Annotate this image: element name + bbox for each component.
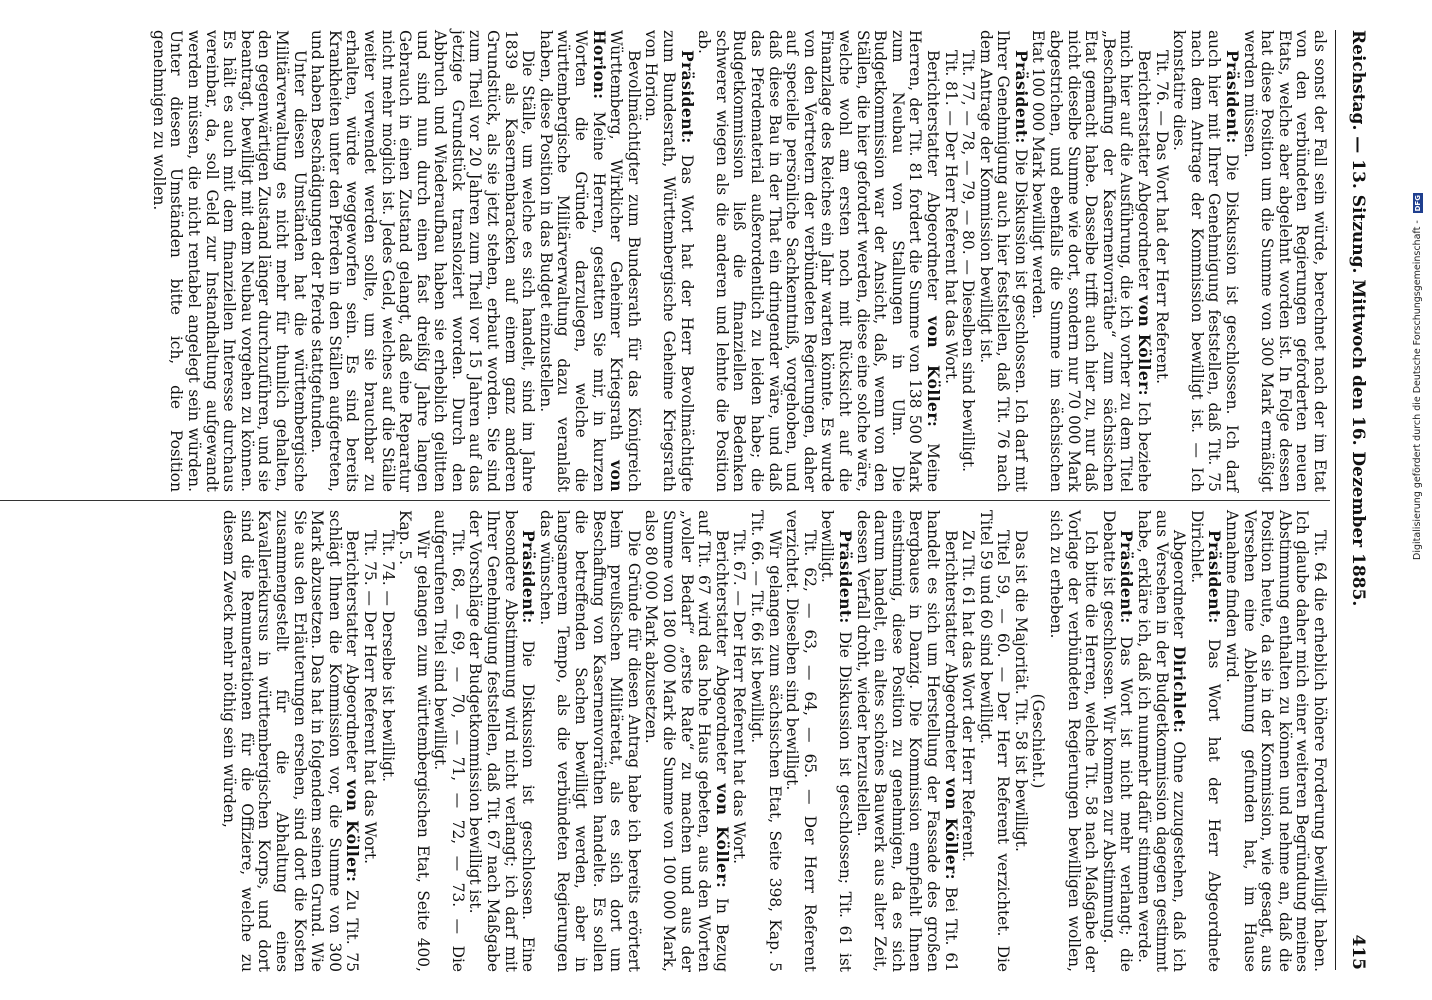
- speech-text: Meine Herren, der Tit. 81 fordert die Summe von 138 500 Mark zum Neubau von Stallungen in Ulm. Die Budgetkommission war der Ansicht, daß, wenn von den Ställen, die hier gefordert werden, diese eine solche wäre, welche wohl am ersten noch mit Rücksicht auf die Finanzlage des Reiches ein Jahr warten könnte. Es wurde von den Vertretern der verbündeten Regierungen, daher auf specielle persönliche Sachkenntniß, vorgehoben, und daß diese Bau in der That ein dringender wäre, und daß das Pferdematerial außerordentlich zu leiden habe; die Budgetkommission ließ die finanziellen Bedenken schwerer wiegen als die anderen und lehnte die Position ab.: [695, 30, 942, 492]
- speaker-name: von Köller:: [343, 779, 362, 883]
- text-paragraph: Wir gelangen zum sächsischen Etat, Seite 398, Kap. 5 Tit. 66. — Tit. 66 ist bewilligt.: [748, 510, 784, 972]
- text-paragraph: Tit. 62, — 63, — 64, — 65. — Der Herr Referent verzichtet. Dieselben sind bewilligt.: [783, 510, 819, 972]
- speaker-role: Berichterstatter Abgeordneter: [343, 530, 362, 780]
- text-paragraph: Unter diesen Umständen hat die württembergische Militärverwaltung es nicht mehr für thunlich gehalten, den gegenwärtigen Zustand länger durchzuführen, und sie beantragt, bewilligt mit dem Neubau vorgehen zu können. Es hält es auch mit dem finanziellen Interesse durchaus vereinbar, da, soll Geld zur Instandhaltung aufgewandt werden müssen, die nicht rentabel angelegt sein würden. Unter diesen Umständen bitte ich, die Position genehmigen zu wollen.: [149, 30, 309, 492]
- speech-paragraph: [466, 510, 536, 972]
- speech-paragraph: [220, 510, 361, 972]
- speaker-name: Präsident:: [1117, 530, 1136, 624]
- speech-text: Die Diskussion ist geschlossen. Ich darf mit Ihrer Genehmigung auch hier feststellen, daß Tit. 76 nach dem Antrage der Kommission bewilligt ist.: [976, 30, 1030, 492]
- page-header: [1340, 30, 1374, 970]
- speech-text: Meine Herren, gestatten Sie mir, in kurzen Worten die Gründe darzulegen, welche die württembergische Militärverwaltung dazu veranlaßt haben, diese Position in das Budget einzustellen.: [536, 30, 608, 492]
- speech-text: Die Diskussion ist geschlossen. Eine besondere Abstimmung wird nicht verlangt; ich darf mit Ihrer Genehmigung feststellen, daß Tit. 67 nach Maßgabe der Vorschläge der Budgetkommission bewilligt ist.: [466, 510, 538, 972]
- credit-text: Digitalisierung gefördert durch die Deutsche Forschungsgemeinschaft -: [1412, 220, 1423, 560]
- speaker-role: Bevollmächtigter zum Bundesrath für das Königreich Württemberg, Wirklicher Geheimer Kriegsrath: [607, 30, 643, 492]
- speech-paragraph: [1099, 510, 1134, 972]
- speaker-name: Präsident:: [677, 50, 696, 144]
- speech-text: Bei Tit. 61 handelt es sich um Herstellung der Fassade des großen Bergbaues in Danzig. Die Kommission empfiehlt Ihnen einstimmig, diese Position zu genehmigen, da es sich darum handelt, ein altes schönes Bauwerk aus alter Zeit, dessen Verfall droht, wieder herzustellen.: [853, 510, 960, 972]
- column-divider: [0, 500, 1330, 501]
- text-paragraph: Tit. 81. — Der Herr Referent hat das Wort.: [941, 50, 960, 385]
- speech-paragraph: [642, 30, 695, 492]
- text-paragraph: Das ist die Majorität. Tit. 58 ist bewilligt.: [1011, 530, 1030, 852]
- speech-paragraph: [853, 510, 959, 972]
- speech-paragraph: [818, 510, 853, 972]
- speaker-role: Berichterstatter Abgeordneter: [941, 530, 960, 778]
- speech-text: Zu Tit. 75 schlägt Ihnen die Kommission vor, die Summe von 300 Mark abzusetzen. Das hat in folgendem seinen Grund. Wie Sie aus den Erläuterungen ersehen, sind dort die Kosten zusammengestellt für die Abhaltung eines Kavalleriekursus in württembergischen Korps, und dort sind die Remunerationen für die Offiziere, welche zu diesem Zweck mehr nöthig sein würden,: [220, 510, 362, 972]
- speech-paragraph: [536, 30, 642, 492]
- dfg-logo: DFG: [1413, 195, 1422, 212]
- right-column: [220, 510, 1328, 972]
- speaker-name: von Köller:: [1135, 295, 1154, 396]
- speaker-name: von Köller:: [923, 316, 942, 428]
- speaker-name: Präsident:: [1223, 50, 1242, 144]
- text-paragraph: Tit. 67. — Der Herr Referent hat das Wort.: [730, 530, 749, 865]
- text-paragraph: Tit. 74. — Derselbe ist bewilligt.: [378, 530, 397, 783]
- speech-text: Ohne zuzugestehen, daß ich aus Versehen in der Budgetkommission dagegen gestimmt habe, erkläre ich, daß ich nunmehr dafür stimmen werde.: [1135, 510, 1189, 972]
- speaker-role: Abgeordneter: [1170, 530, 1189, 647]
- running-head: Reichstag. — 13. Sitzung. Mittwoch den 16. Dezember 1885.: [1348, 30, 1368, 607]
- text-paragraph: als sonst der Fall sein würde, berechnet nach der im Etat von den verbündeten Regierungen geforderten neuen Etats, welche aber abgelehnt worden ist. In Folge dessen hat diese Position um die Summe von 300 Mark ermäßigt werden müssen.: [1240, 30, 1329, 492]
- speaker-name: von Horion:: [589, 30, 626, 492]
- text-paragraph: Ich bitte die Herren, welche Tit. 58 nach Maßgabe der Vorlage der verbündeten Regierungen bewilligen wollen, sich zu erheben.: [1047, 510, 1101, 972]
- speaker-role: Berichterstatter Abgeordneter: [923, 50, 942, 317]
- page-number: 415: [1348, 934, 1368, 970]
- speech-paragraph: [642, 510, 730, 972]
- text-paragraph: Zu Tit. 61 hat das Wort der Herr Referent.: [959, 530, 978, 862]
- left-column: [149, 30, 1328, 492]
- speaker-name: von Köller:: [941, 777, 960, 880]
- text-paragraph: Tit. 77, — 78, — 79, — 80. — Dieselben sind bewilligt.: [959, 50, 978, 473]
- speech-paragraph: [1029, 30, 1152, 492]
- text-paragraph: Die Ställe, um welche es sich handelt, sind im Jahre 1839 als Kasernenbaracken auf einem ganz anderen Grundstück, als sie jetzt stehen, erbaut worden. Sie sind zum Theil vor 20 Jahren zum Theil vor 15 Jahren auf das jetzige Grundstück transloziert worden. Durch den Abbruch und Wiederaufbau haben sie erheblich gelitten und sind nun durch einen fast dreißig Jahre langen Gebrauch in einen Zustand gelangt, daß eine Reparatur nicht mehr möglich ist. Jedes Geld, welches auf die Ställe weiter verwendet werden sollte, um sie brauchbar zu erhalten, würde weggeworfen sein. Es sind bereits Krankheiten unter den Pferden in den Ställen aufgetreten, und haben Beschädigungen der Pferde stattgefunden.: [308, 30, 538, 492]
- speech-paragraph: [976, 30, 1029, 492]
- text-paragraph: Wir gelangen zum württembergischen Etat, Seite 400, Kap. 5.: [396, 510, 432, 972]
- speaker-name: Präsident:: [1011, 50, 1030, 144]
- speech-text: Die Diskussion ist geschlossen. Ich darf auch hier mit Ihrer Genehmigung feststellen, daß Tit. 75 nach dem Antrage der Kommission bewilligt ist. — Ich konstatire dies.: [1170, 30, 1242, 492]
- text-paragraph: Tit. 64 die erheblich höhere Forderung bewilligt haben. Ich glaube daher mich einer weiteren Begründung meines Abstimmung enthalten zu können und nehme an, daß die Position heute, da sie in der Kommission, wie gesagt, aus Versehen eine Ablehnung gefunden hat, im Hause Annahme finden wird.: [1223, 510, 1329, 972]
- speech-text: Das Wort ist nicht mehr verlangt; die Debatte ist geschlossen. Wir kommen zur Abstimmung.: [1099, 510, 1136, 972]
- speaker-name: Präsident:: [519, 530, 538, 624]
- speech-paragraph: [1134, 510, 1187, 972]
- speaker-name: Dirichlet:: [1170, 646, 1189, 734]
- speech-text: Die Diskussion ist geschlossen; Tit. 61 ist bewilligt.: [818, 510, 854, 972]
- digitization-credit: [1412, 130, 1428, 560]
- text-paragraph: Die Gründe für diesen Antrag habe ich bereits erörtert beim preußischen Militäretat, als es sich dort um Beschaffung von Kasernenvorräthen handelte. Es sollen die betreffenden Sachen bewilligt werden, aber in langsamerem Tempo, als die verbündeten Regierungen das wünschen.: [536, 510, 643, 972]
- speaker-role: Berichterstatter Abgeordneter: [712, 530, 731, 784]
- header-rule: [1335, 30, 1336, 970]
- speaker-role: Berichterstatter Abgeordneter: [1135, 50, 1154, 296]
- stage-direction: (Geschieht.): [1029, 693, 1048, 789]
- speech-text: Ich beziehe mich hier auf die Ausführung, die ich vorher zu dem Titel „Beschaffung der Kasernenvorräthe“ zum sächsischen Etat gemacht habe. Dasselbe trifft auch hier zu, nur daß nicht dieselbe Summe wie dort, sondern nur 70 000 Mark abgestrichen, und ebenfalls die Summe im sächsischen Etat 100 000 Mark bewilligt werden.: [1029, 30, 1154, 492]
- speaker-name: von Köller:: [712, 783, 731, 889]
- speech-paragraph: [1170, 30, 1240, 492]
- speech-text: In Bezug auf Tit. 67 wird das hohe Haus gebeten, aus den Worten „voller Bedarf“ „erste Rate“ zu machen und aus der Summe von 180 000 Mark die Summe von 100 000 Mark, also 80 000 Mark abzusetzen.: [642, 510, 731, 972]
- text-paragraph: Tit. 68, — 69, — 70, — 71, — 72, — 73. — Die aufgerufenen Titel sind bewilligt.: [431, 510, 467, 972]
- text-paragraph: Titel 59, — 60. — Der Herr Referent verzichtet. Die Titel 59 und 60 sind bewilligt.: [976, 510, 1013, 972]
- speech-text: Das Wort hat der Herr Abgeordnete Dirichlet.: [1187, 510, 1224, 972]
- speech-text: Das Wort hat der Herr Bevollmächtigte zum Bundesrath, Württembergische Geheime Kriegsrath von Horion.: [642, 30, 696, 492]
- text-paragraph: Tit. 75. — Der Herr Referent hat das Wort.: [360, 530, 379, 865]
- speaker-name: Präsident:: [835, 530, 854, 624]
- text-paragraph: Tit. 76. — Das Wort hat der Herr Referent.: [1152, 50, 1171, 385]
- speaker-name: Präsident:: [1205, 530, 1224, 624]
- speech-paragraph: [695, 30, 941, 492]
- speech-paragraph: [1187, 510, 1222, 972]
